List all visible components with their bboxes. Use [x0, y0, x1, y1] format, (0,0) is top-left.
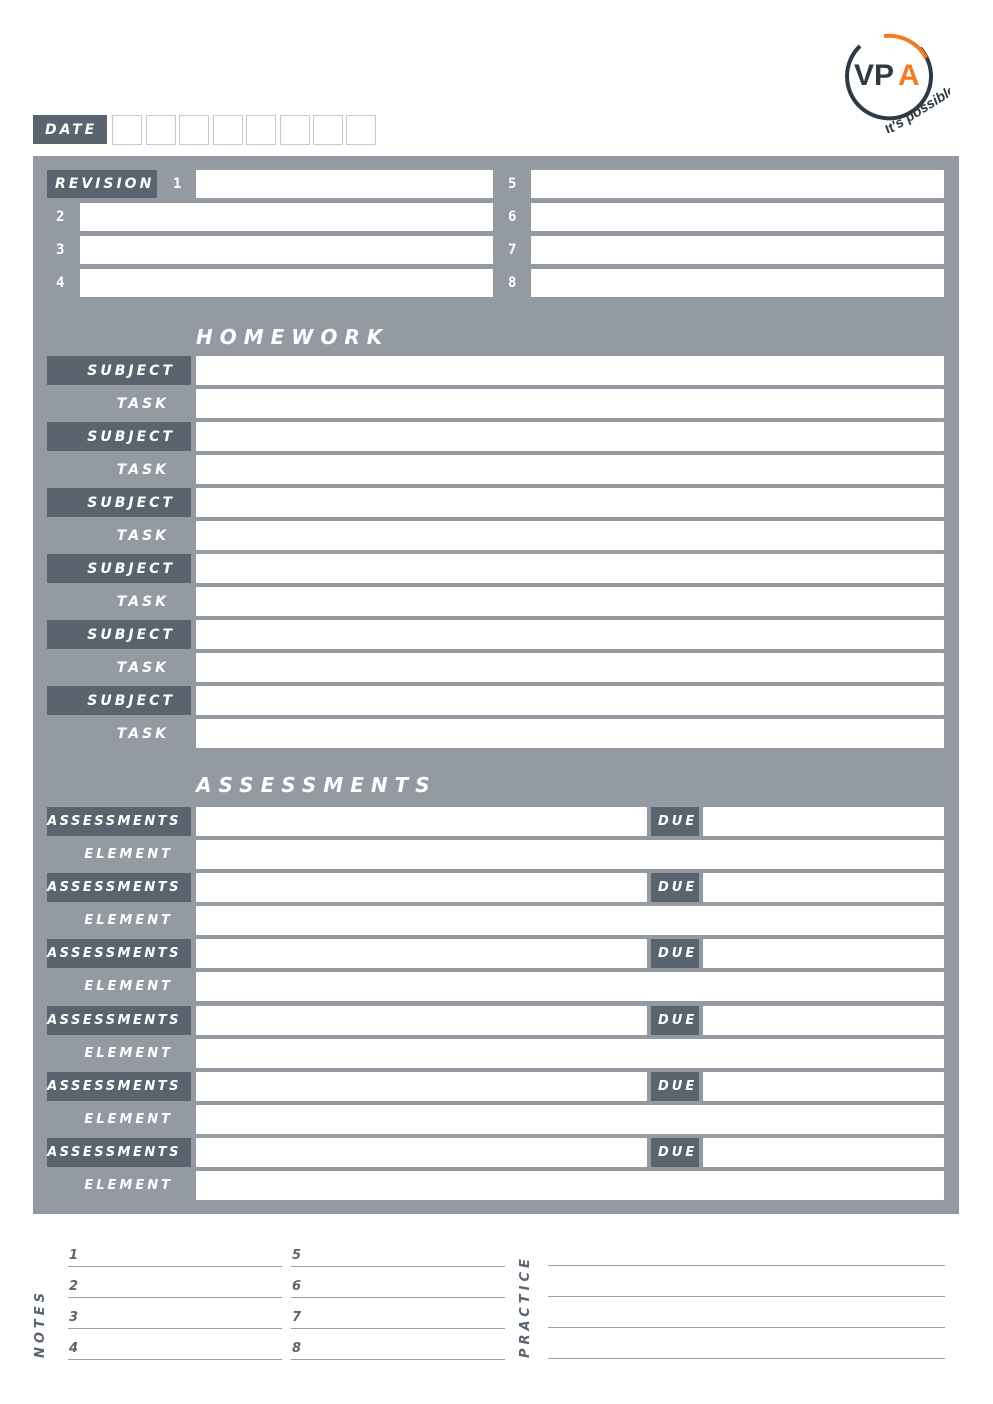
- subject-label: SUBJECT: [87, 362, 175, 379]
- assessment-label-box: [47, 1072, 191, 1101]
- revision-number: 2: [56, 209, 65, 225]
- date-digit-box[interactable]: [280, 115, 310, 145]
- notes-label: NOTES: [33, 1288, 48, 1358]
- due-label-box: [651, 1138, 699, 1167]
- task-label: TASK: [116, 725, 169, 742]
- assessment-label: ASSESSMENTS: [47, 814, 181, 829]
- assessments-title: ASSESSMENTS: [196, 773, 437, 797]
- due-label-box: [651, 939, 699, 968]
- due-date-field[interactable]: [703, 1072, 944, 1101]
- due-label: DUE: [658, 946, 698, 962]
- element-field[interactable]: [196, 1171, 944, 1200]
- date-digit-box[interactable]: [146, 115, 176, 145]
- subject-label-box: [47, 422, 191, 451]
- subject-label: SUBJECT: [87, 428, 175, 445]
- date-digit-box[interactable]: [246, 115, 276, 145]
- task-label-box: [47, 587, 191, 616]
- element-label: ELEMENT: [84, 1178, 173, 1193]
- revision-field-3[interactable]: [80, 236, 493, 264]
- element-label: ELEMENT: [84, 913, 173, 929]
- revision-field-5[interactable]: [531, 170, 944, 198]
- note-line[interactable]: [68, 1359, 282, 1360]
- element-label-box: [47, 840, 191, 869]
- subject-field[interactable]: [196, 554, 944, 583]
- revision-number: 6: [508, 209, 517, 225]
- task-label: TASK: [116, 593, 169, 610]
- note-line[interactable]: [68, 1328, 282, 1329]
- revision-field-7[interactable]: [531, 236, 944, 264]
- assessment-label: ASSESSMENTS: [47, 1145, 181, 1160]
- assessment-label-box: [47, 807, 191, 836]
- element-label-box: [47, 1105, 191, 1134]
- subject-label-box: [47, 488, 191, 517]
- practice-line[interactable]: [548, 1265, 945, 1266]
- date-label-box: [33, 115, 107, 144]
- due-label-box: [651, 1072, 699, 1101]
- practice-label: PRACTICE: [518, 1255, 533, 1358]
- assessment-label: ASSESSMENTS: [47, 1012, 181, 1028]
- subject-field[interactable]: [196, 620, 944, 649]
- assessment-label: ASSESSMENTS: [47, 1078, 181, 1094]
- subject-field[interactable]: [196, 686, 944, 715]
- note-number: 2: [69, 1279, 79, 1294]
- assessment-field[interactable]: [196, 1072, 647, 1101]
- due-label: DUE: [658, 880, 698, 896]
- task-label-box: [47, 719, 191, 748]
- subject-label: SUBJECT: [87, 560, 175, 577]
- task-label-box: [47, 389, 191, 418]
- homework-title: HOMEWORK: [196, 325, 390, 349]
- note-line[interactable]: [68, 1266, 282, 1267]
- task-label-box: [47, 521, 191, 550]
- note-number: 3: [69, 1310, 79, 1325]
- due-date-field[interactable]: [703, 939, 944, 968]
- element-field[interactable]: [196, 1039, 944, 1068]
- date-digit-box[interactable]: [179, 115, 209, 145]
- revision-number: 5: [508, 176, 517, 192]
- revision-field-1[interactable]: [196, 170, 493, 198]
- revision-number: 1: [173, 176, 182, 192]
- assessment-field[interactable]: [196, 873, 647, 902]
- note-line[interactable]: [291, 1266, 505, 1267]
- assessment-label: ASSESSMENTS: [47, 946, 181, 962]
- assessment-label-box: [47, 1006, 191, 1035]
- element-label: ELEMENT: [84, 1111, 173, 1127]
- task-label: TASK: [116, 659, 169, 676]
- note-line[interactable]: [291, 1297, 505, 1298]
- practice-line[interactable]: [548, 1358, 945, 1359]
- task-label-box: [47, 653, 191, 682]
- due-label: DUE: [658, 1012, 698, 1028]
- due-label-box: [651, 873, 699, 902]
- task-field[interactable]: [196, 455, 944, 484]
- svg-text:VP: VP: [854, 59, 895, 92]
- task-field[interactable]: [196, 389, 944, 418]
- subject-label: SUBJECT: [87, 494, 175, 511]
- date-digit-box[interactable]: [112, 115, 142, 145]
- revision-number: 7: [508, 242, 517, 258]
- note-number: 4: [69, 1341, 79, 1356]
- note-number: 6: [292, 1279, 302, 1294]
- subject-label: SUBJECT: [87, 626, 175, 643]
- revision-number: 3: [56, 242, 65, 258]
- assessment-field[interactable]: [196, 939, 647, 968]
- element-label-box: [47, 972, 191, 1001]
- revision-field-4[interactable]: [80, 269, 493, 297]
- due-label-box: [651, 807, 699, 836]
- element-label-box: [47, 1171, 191, 1200]
- subject-label-box: [47, 356, 191, 385]
- assessment-field[interactable]: [196, 1138, 647, 1167]
- subject-field[interactable]: [196, 488, 944, 517]
- date-label: DATE: [45, 121, 98, 138]
- due-label: DUE: [658, 814, 698, 829]
- date-digit-box[interactable]: [346, 115, 376, 145]
- subject-label: SUBJECT: [87, 692, 175, 709]
- subject-label-box: [47, 686, 191, 715]
- task-field[interactable]: [196, 653, 944, 682]
- assessment-label-box: [47, 873, 191, 902]
- note-number: 5: [292, 1248, 302, 1263]
- date-digit-box[interactable]: [313, 115, 343, 145]
- practice-line[interactable]: [548, 1327, 945, 1328]
- note-line[interactable]: [291, 1359, 505, 1360]
- assessment-field[interactable]: [196, 1006, 647, 1035]
- subject-label-box: [47, 620, 191, 649]
- svg-text:A: A: [898, 59, 920, 92]
- element-field[interactable]: [196, 1105, 944, 1134]
- task-label: TASK: [116, 527, 169, 544]
- task-label: TASK: [116, 461, 169, 478]
- task-label-box: [47, 455, 191, 484]
- revision-field-8[interactable]: [531, 269, 944, 297]
- element-label: ELEMENT: [84, 979, 173, 995]
- svg-text:It's possible!: It's possible!: [881, 79, 950, 133]
- subject-label-box: [47, 554, 191, 583]
- vpa-logo: [840, 28, 950, 133]
- note-line[interactable]: [68, 1297, 282, 1298]
- due-date-field[interactable]: [703, 873, 944, 902]
- subject-field[interactable]: [196, 356, 944, 385]
- practice-line[interactable]: [548, 1296, 945, 1297]
- revision-label-box: [47, 170, 157, 198]
- element-field[interactable]: [196, 906, 944, 935]
- element-label-box: [47, 906, 191, 935]
- due-date-field[interactable]: [703, 807, 944, 836]
- element-field[interactable]: [196, 972, 944, 1001]
- note-line[interactable]: [291, 1328, 505, 1329]
- task-field[interactable]: [196, 587, 944, 616]
- revision-label: REVISION: [55, 176, 155, 192]
- subject-field[interactable]: [196, 422, 944, 451]
- due-label: DUE: [658, 1078, 698, 1094]
- task-label: TASK: [116, 395, 169, 412]
- note-number: 1: [69, 1248, 79, 1263]
- assessment-label: ASSESSMENTS: [47, 880, 181, 896]
- note-number: 8: [292, 1341, 302, 1356]
- note-number: 7: [292, 1310, 302, 1325]
- revision-number: 4: [56, 275, 65, 291]
- revision-field-6[interactable]: [531, 203, 944, 231]
- due-label-box: [651, 1006, 699, 1035]
- date-digit-box[interactable]: [213, 115, 243, 145]
- element-label-box: [47, 1039, 191, 1068]
- task-field[interactable]: [196, 719, 944, 748]
- element-label: ELEMENT: [84, 1045, 173, 1061]
- due-date-field[interactable]: [703, 1006, 944, 1035]
- assessment-label-box: [47, 939, 191, 968]
- due-date-field[interactable]: [703, 1138, 944, 1167]
- assessment-label-box: [47, 1138, 191, 1167]
- revision-number: 8: [508, 275, 517, 291]
- assessment-field[interactable]: [196, 807, 647, 836]
- revision-field-2[interactable]: [80, 203, 493, 231]
- logo-mark: [840, 28, 950, 133]
- element-label: ELEMENT: [84, 847, 173, 862]
- due-label: DUE: [658, 1145, 698, 1160]
- element-field[interactable]: [196, 840, 944, 869]
- task-field[interactable]: [196, 521, 944, 550]
